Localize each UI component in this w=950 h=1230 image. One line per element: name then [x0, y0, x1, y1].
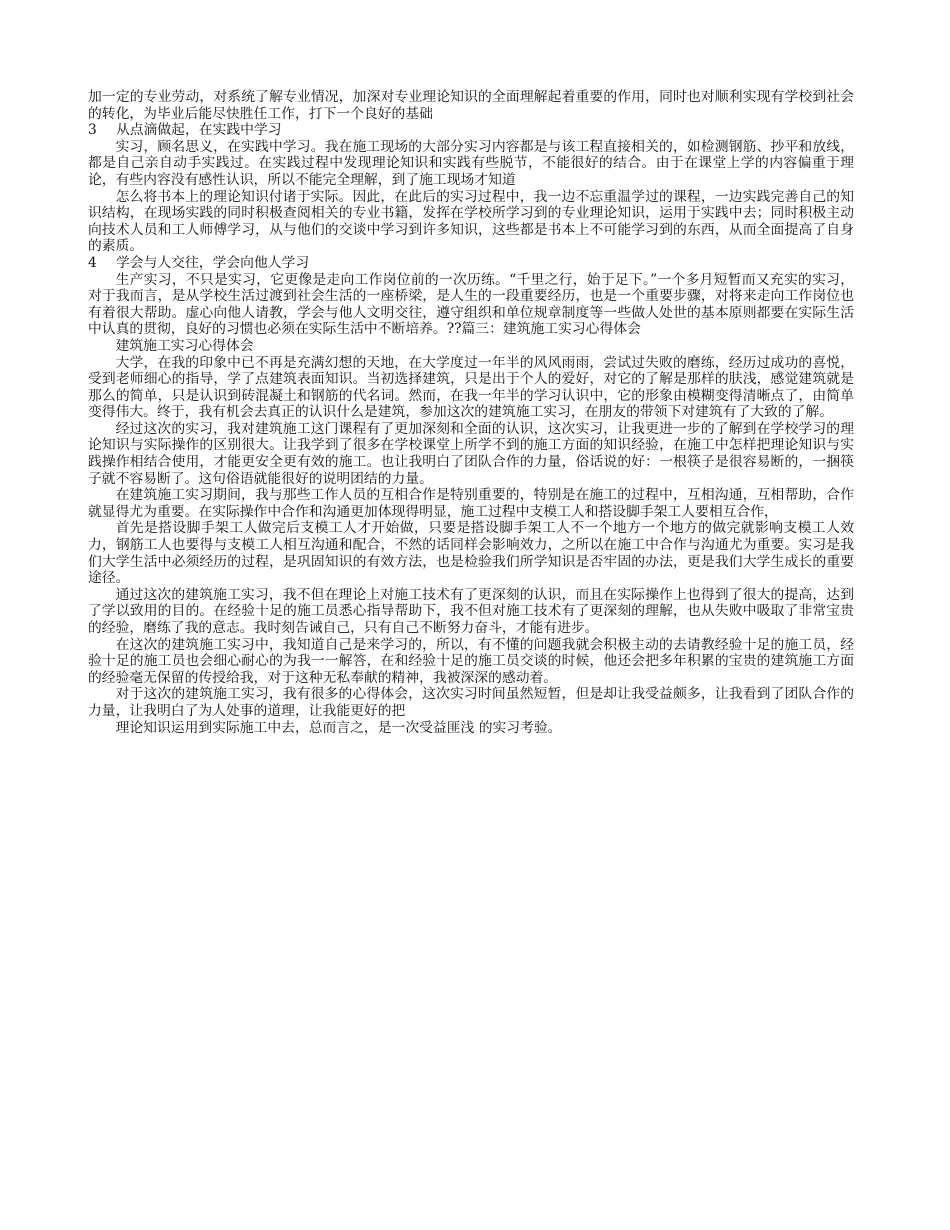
paragraph: 在这次的建筑施工实习中，我知道自己是来学习的，所以，有不懂的问题我就会积极主动的去请教经验十足的施工员，经验十足的施工员也会细心耐心的为我一一解答，在和经验十足的施工员交谈的时候，他还会把多年积累的宝贵的建筑施工方面的经验毫无保留的传授给我，对于这种无私奉献的精神，我被深深的感动着。: [88, 636, 854, 686]
paragraph: 怎么将书本上的理论知识付诸于实际。因此，在此后的实习过程中，我一边不忘重温学过的课程，一边实践完善自己的知识结构，在现场实践的同时积极查阅相关的专业书籍，发挥在学校所学习到的专业理论知识，运用于实践中去；同时积极主动向技术人员和工人师傅学习，从与他们的交谈中学习到许多知识，这些都是书本上不可能学习到的东西，从而全面提高了自身的素质。: [88, 188, 854, 255]
paragraph: 首先是搭设脚手架工人做完后支模工人才开始做，只要是搭设脚手架工人不一个地方一个地方的做完就影响支模工人效力，钢筋工人也要得与支模工人相互沟通和配合，不然的话同样会影响效力，之所以在施工中合作与沟通尤为重要。实习是我们大学生活中必须经历的过程，是巩固知识的有效方法，也是检验我们所学知识是否牢固的办法，更是我们大学生成长的重要途径。: [88, 520, 854, 587]
section-heading-4: [88, 255, 854, 272]
paragraph-closing: 理论知识运用到实际施工中去，总而言之，是一次受益匪浅 的实习考验。: [115, 719, 562, 736]
paragraph: 实习，顾名思义，在实践中学习。我在施工现场的大部分实习内容都是与该工程直接相关的，如检测钢筋、抄平和放线，都是自己亲自动手实践过。在实践过程中发现理论知识和实践有些脱节，不能很好的结合。由于在课堂上学的内容偏重于理论，有些内容没有感性认识，所以不能完全理解，到了施工现场才知道: [88, 138, 854, 188]
paragraph: 通过这次的建筑施工实习，我不但在理论上对施工技术有了更深刻的认识，而且在实际操作上也得到了很大的提高，达到了学以致用的目的。在经验十足的施工员悉心指导帮助下，我不但对施工技术有了更深刻的理解，也从失败中吸取了非常宝贵的经验，磨练了我的意志。我时刻告诫自己，只有自己不断努力奋斗，才能有进步。: [88, 586, 854, 636]
paragraph: 对于这次的建筑施工实习，我有很多的心得体会，这次实习时间虽然短暂，但是却让我受益颇多，让我看到了团队合作的力量，让我明白了为人处事的道理，让我能更好的把: [88, 686, 854, 719]
paragraph: 大学，在我的印象中已不再是充满幻想的天地，在大学度过一年半的风风雨雨，尝试过失败的磨练，经历过成功的喜悦，受到老师细心的指导，学了点建筑表面知识。当初选择建筑，只是出于个人的爱好，对它的了解是那样的肤浅，感觉建筑就是那么的简单，只是认识到砖混凝土和钢筋的代名词。然而，在我一年半的学习认识中，它的形象由模糊变得清晰点了，由简单变得伟大。终于，我有机会去真正的认识什么是建筑，参加这次的建筑施工实习，在朋友的带领下对建筑有了大致的了解。: [88, 354, 854, 421]
section-number: 3: [88, 122, 97, 139]
document-body: [88, 89, 854, 736]
paragraph: 经过这次的实习，我对建筑施工这门课程有了更加深刻和全面的认识，这次实习，让我更进一步的了解到在学校学习的理论知识与实际操作的区别很大。让我学到了很多在学校课堂上所学不到的施工方面的知识经验，在施工中怎样把理论知识与实践操作相结合使用，才能更安全更有效的施工。也让我明白了团队合作的力量，俗话说的好：一根筷子是很容易断的，一捆筷子就不容易断了。这句俗语就能很好的说明团结的力量。: [88, 420, 854, 487]
paragraph-intro-continuation: 加一定的专业劳动，对系统了解专业情况，加深对专业理论知识的全面理解起着重要的作用，同时也对顺利实现有学校到社会的转化，为毕业后能尽快胜任工作，打下一个良好的基础: [88, 89, 854, 122]
paragraph: 生产实习，不只是实习，它更像是走向工作岗位前的一次历练。“千里之行，始于足下。”一个多月短暂而又充实的实习，对于我而言，是从学校生活过渡到社会生活的一座桥梁，是人生的一段重要经历，也是一个重要步骤，对将来走向工作岗位也有着很大帮助。虚心向他人请教，学会与他人文明交往，遵守组织和单位规章制度等一些做人处世的基本原则都要在实际生活中认真的贯彻，良好的习惯也必须在实际生活中不断培养。??篇三：建筑施工实习心得体会: [88, 271, 854, 338]
paragraph: 在建筑施工实习期间，我与那些工作人员的互相合作是特别重要的，特别是在施工的过程中，互相沟通，互相帮助，合作就显得尤为重要。在实际操作中合作和沟通更加体现得明显，施工过程中支模工人和搭设脚手架工人要相互合作，: [88, 487, 854, 520]
section-title: 学会与人交往，学会向他人学习: [116, 254, 310, 271]
article-title: 建筑施工实习心得体会: [115, 337, 254, 354]
section-heading-3: [88, 122, 854, 139]
section-title: 从点滴做起，在实践中学习: [116, 122, 282, 139]
section-number: 4: [88, 254, 97, 271]
